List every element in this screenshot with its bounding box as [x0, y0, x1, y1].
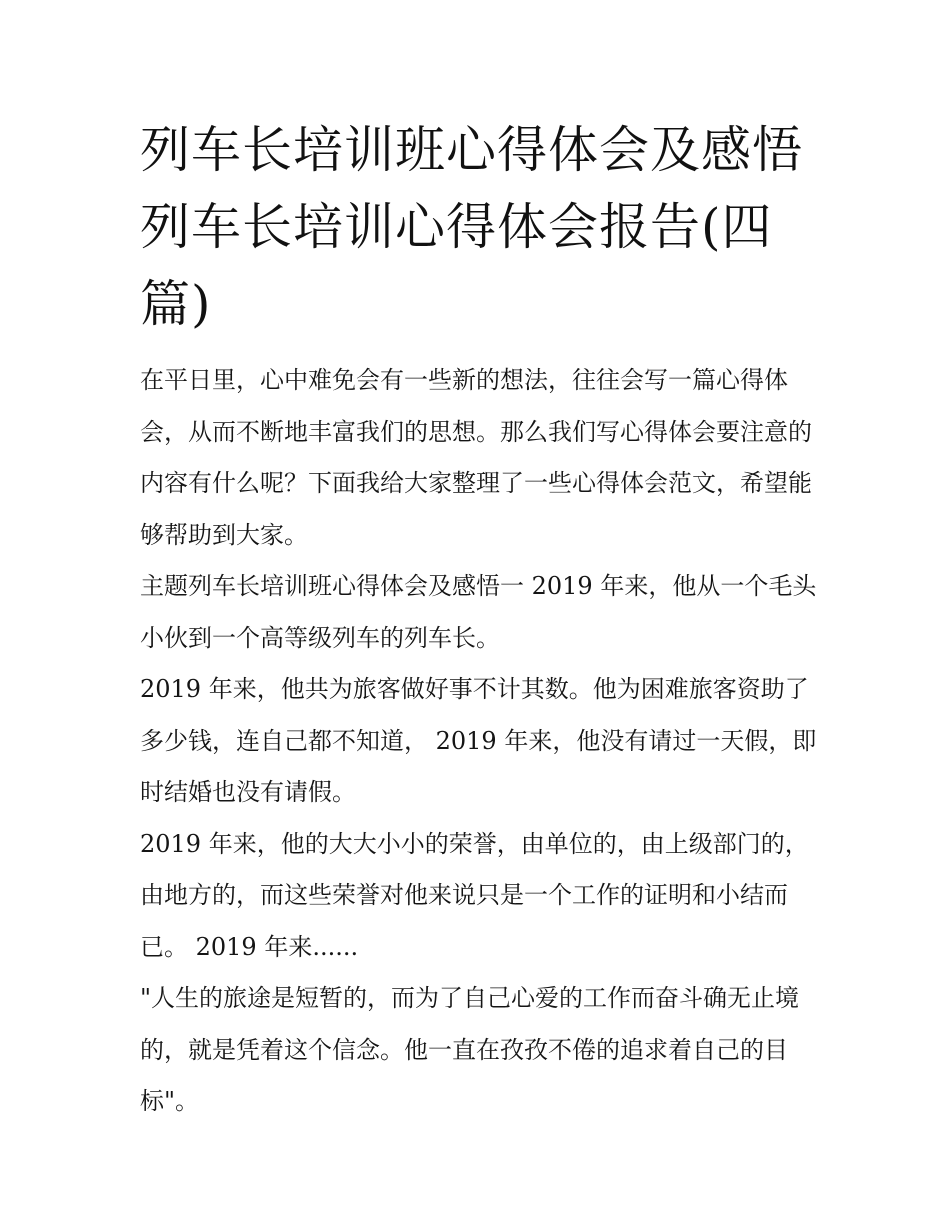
document-body: [140, 355, 820, 1128]
paragraph-intro: 在平日里，心中难免会有一些新的想法，往往会写一篇心得体会，从而不断地丰富我们的思想。那么我们写心得体会要注意的内容有什么呢？下面我给大家整理了一些心得体会范文，希望能够帮助到大家。: [140, 366, 812, 549]
paragraph-honors: 2019 年来，他的大大小小的荣誉，由单位的，由上级部门的，由地方的，而这些荣誉对他来说只是一个工作的证明和小结而已。 2019 年来......: [140, 829, 809, 961]
paragraph-quote: "人生的旅途是短暂的，而为了自己心爱的工作而奋斗确无止境的，就是凭着这个信念。他一直在孜孜不倦的追求着自己的目标"。: [140, 984, 800, 1115]
paragraph-good-deeds: 2019 年来，他共为旅客做好事不计其数。他为困难旅客资助了多少钱，连自己都不知道， 2019 年来，他没有请过一天假，即时结婚也没有请假。: [140, 675, 817, 806]
paragraph-topic: 主题列车长培训班心得体会及感悟一 2019 年来，他从一个毛头小伙到一个高等级列车的列车长。: [140, 572, 817, 652]
document-title: 列车长培训班心得体会及感悟列车长培训心得体会报告(四篇): [140, 121, 803, 333]
